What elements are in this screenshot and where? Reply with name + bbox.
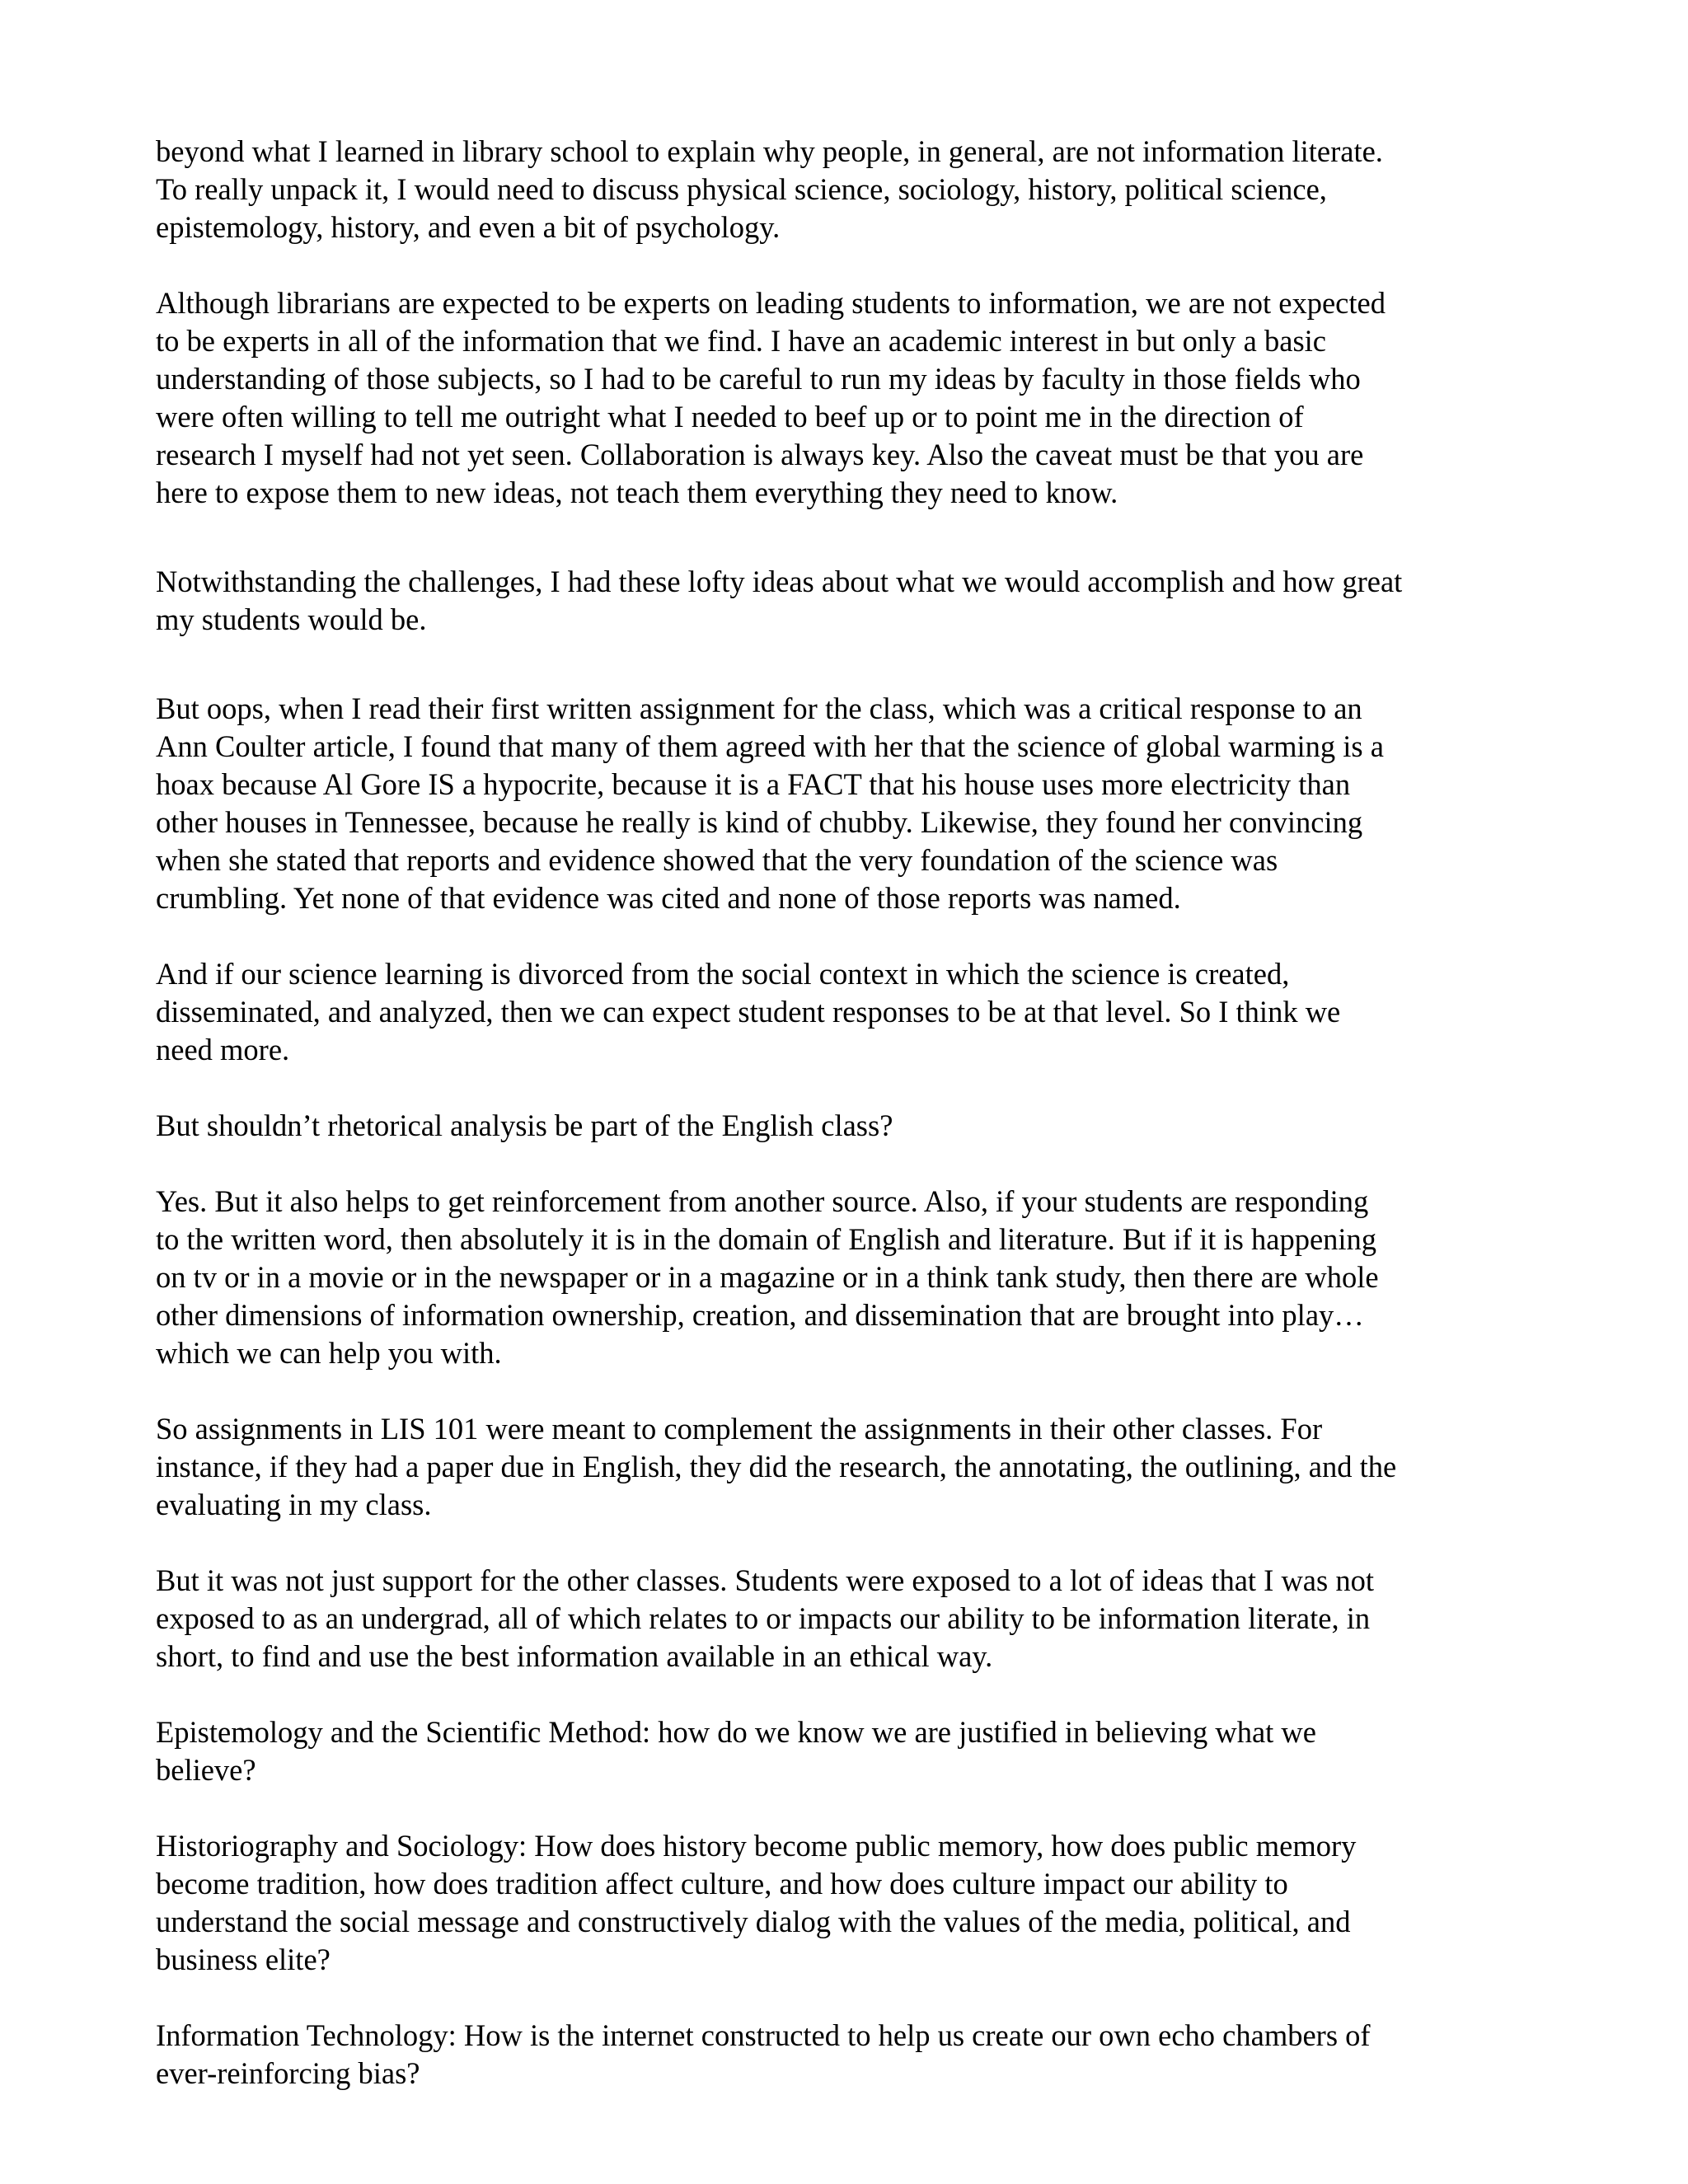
text-line: Yes. But it also helps to get reinforcement from another source. Also, if your students are responding	[156, 1184, 1369, 1218]
text-line: other houses in Tennessee, because he really is kind of chubby. Likewise, they found her convincing	[156, 805, 1363, 839]
paragraph-spacer	[156, 1789, 1557, 1827]
paragraph-spacer	[156, 639, 1557, 690]
paragraph-spacer	[156, 1675, 1557, 1713]
paragraph-9	[156, 1562, 1557, 1675]
text-line: understanding of those subjects, so I had to be careful to run my ideas by faculty in those fields who	[156, 362, 1361, 396]
text-line: my students would be.	[156, 602, 427, 636]
paragraph-spacer	[156, 246, 1557, 284]
paragraph-5	[156, 955, 1557, 1069]
text-line: Historiography and Sociology: How does history become public memory, how does public memory	[156, 1829, 1357, 1863]
paragraph-spacer	[156, 917, 1557, 955]
text-line: research I myself had not yet seen. Collaboration is always key. Also the caveat must be that you are	[156, 438, 1364, 471]
text-line: were often willing to tell me outright what I needed to beef up or to point me in the direction of	[156, 400, 1304, 434]
text-line: believe?	[156, 1753, 256, 1787]
document-body	[156, 133, 1557, 2093]
text-line: But it was not just support for the other classes. Students were exposed to a lot of ideas that I was not	[156, 1563, 1374, 1597]
text-line: evaluating in my class.	[156, 1488, 432, 1521]
text-line: here to expose them to new ideas, not teach them everything they need to know.	[156, 476, 1118, 509]
paragraph-spacer	[156, 1524, 1557, 1562]
text-line: Epistemology and the Scientific Method: how do we know we are justified in believing what we	[156, 1715, 1316, 1749]
text-line: beyond what I learned in library school to explain why people, in general, are not information literate.	[156, 134, 1383, 168]
text-line: But oops, when I read their first written assignment for the class, which was a critical response to an	[156, 691, 1362, 725]
text-line: when she stated that reports and evidence showed that the very foundation of the science was	[156, 843, 1278, 877]
text-line: understand the social message and constructively dialog with the values of the media, political, and	[156, 1905, 1351, 1938]
text-line: on tv or in a movie or in the newspaper or in a magazine or in a think tank study, then there are whole	[156, 1260, 1379, 1294]
text-line: crumbling. Yet none of that evidence was cited and none of those reports was named.	[156, 881, 1181, 915]
paragraph-7	[156, 1183, 1557, 1372]
text-line: exposed to as an undergrad, all of which relates to or impacts our ability to be information literate, in	[156, 1601, 1371, 1635]
text-line: To really unpack it, I would need to discuss physical science, sociology, history, political science,	[156, 172, 1327, 206]
paragraph-spacer	[156, 1372, 1557, 1410]
text-line: So assignments in LIS 101 were meant to complement the assignments in their other classes. For	[156, 1412, 1323, 1446]
paragraph-spacer	[156, 1145, 1557, 1183]
text-line: ever-reinforcing bias?	[156, 2056, 420, 2090]
paragraph-12	[156, 2017, 1557, 2093]
paragraph-1	[156, 133, 1557, 246]
text-line: which we can help you with.	[156, 1336, 502, 1370]
text-line: business elite?	[156, 1943, 331, 1976]
text-line: But shouldn’t rhetorical analysis be part of the English class?	[156, 1108, 893, 1142]
paragraph-6	[156, 1107, 1557, 1145]
text-line: Notwithstanding the challenges, I had these lofty ideas about what we would accomplish and how great	[156, 565, 1403, 598]
text-line: Although librarians are expected to be experts on leading students to information, we are not expected	[156, 286, 1386, 320]
text-line: to the written word, then absolutely it is in the domain of English and literature. But if it is happening	[156, 1222, 1377, 1256]
paragraph-spacer	[156, 1069, 1557, 1107]
paragraph-4	[156, 690, 1557, 917]
paragraph-11	[156, 1827, 1557, 1979]
paragraph-spacer	[156, 1979, 1557, 2017]
text-line: need more.	[156, 1033, 290, 1066]
text-line: hoax because Al Gore IS a hypocrite, because it is a FACT that his house uses more electricity than	[156, 767, 1351, 801]
text-line: epistemology, history, and even a bit of psychology.	[156, 210, 781, 244]
paragraph-8	[156, 1410, 1557, 1524]
text-line: become tradition, how does tradition affect culture, and how does culture impact our ability to	[156, 1867, 1288, 1900]
text-line: Information Technology: How is the internet constructed to help us create our own echo chambers of	[156, 2018, 1371, 2052]
text-line: other dimensions of information ownership, creation, and dissemination that are brought into play…	[156, 1298, 1364, 1332]
paragraph-2	[156, 284, 1557, 512]
paragraph-3	[156, 563, 1557, 639]
text-line: Ann Coulter article, I found that many of them agreed with her that the science of global warming is a	[156, 729, 1384, 763]
text-line: disseminated, and analyzed, then we can expect student responses to be at that level. So I think we	[156, 995, 1341, 1029]
text-line: And if our science learning is divorced from the social context in which the science is created,	[156, 957, 1290, 991]
text-line: short, to find and use the best information available in an ethical way.	[156, 1639, 993, 1673]
paragraph-spacer	[156, 512, 1557, 563]
paragraph-10	[156, 1713, 1557, 1789]
text-line: to be experts in all of the information that we find. I have an academic interest in but only a basic	[156, 324, 1326, 358]
text-line: instance, if they had a paper due in English, they did the research, the annotating, the outlining, and the	[156, 1450, 1397, 1483]
